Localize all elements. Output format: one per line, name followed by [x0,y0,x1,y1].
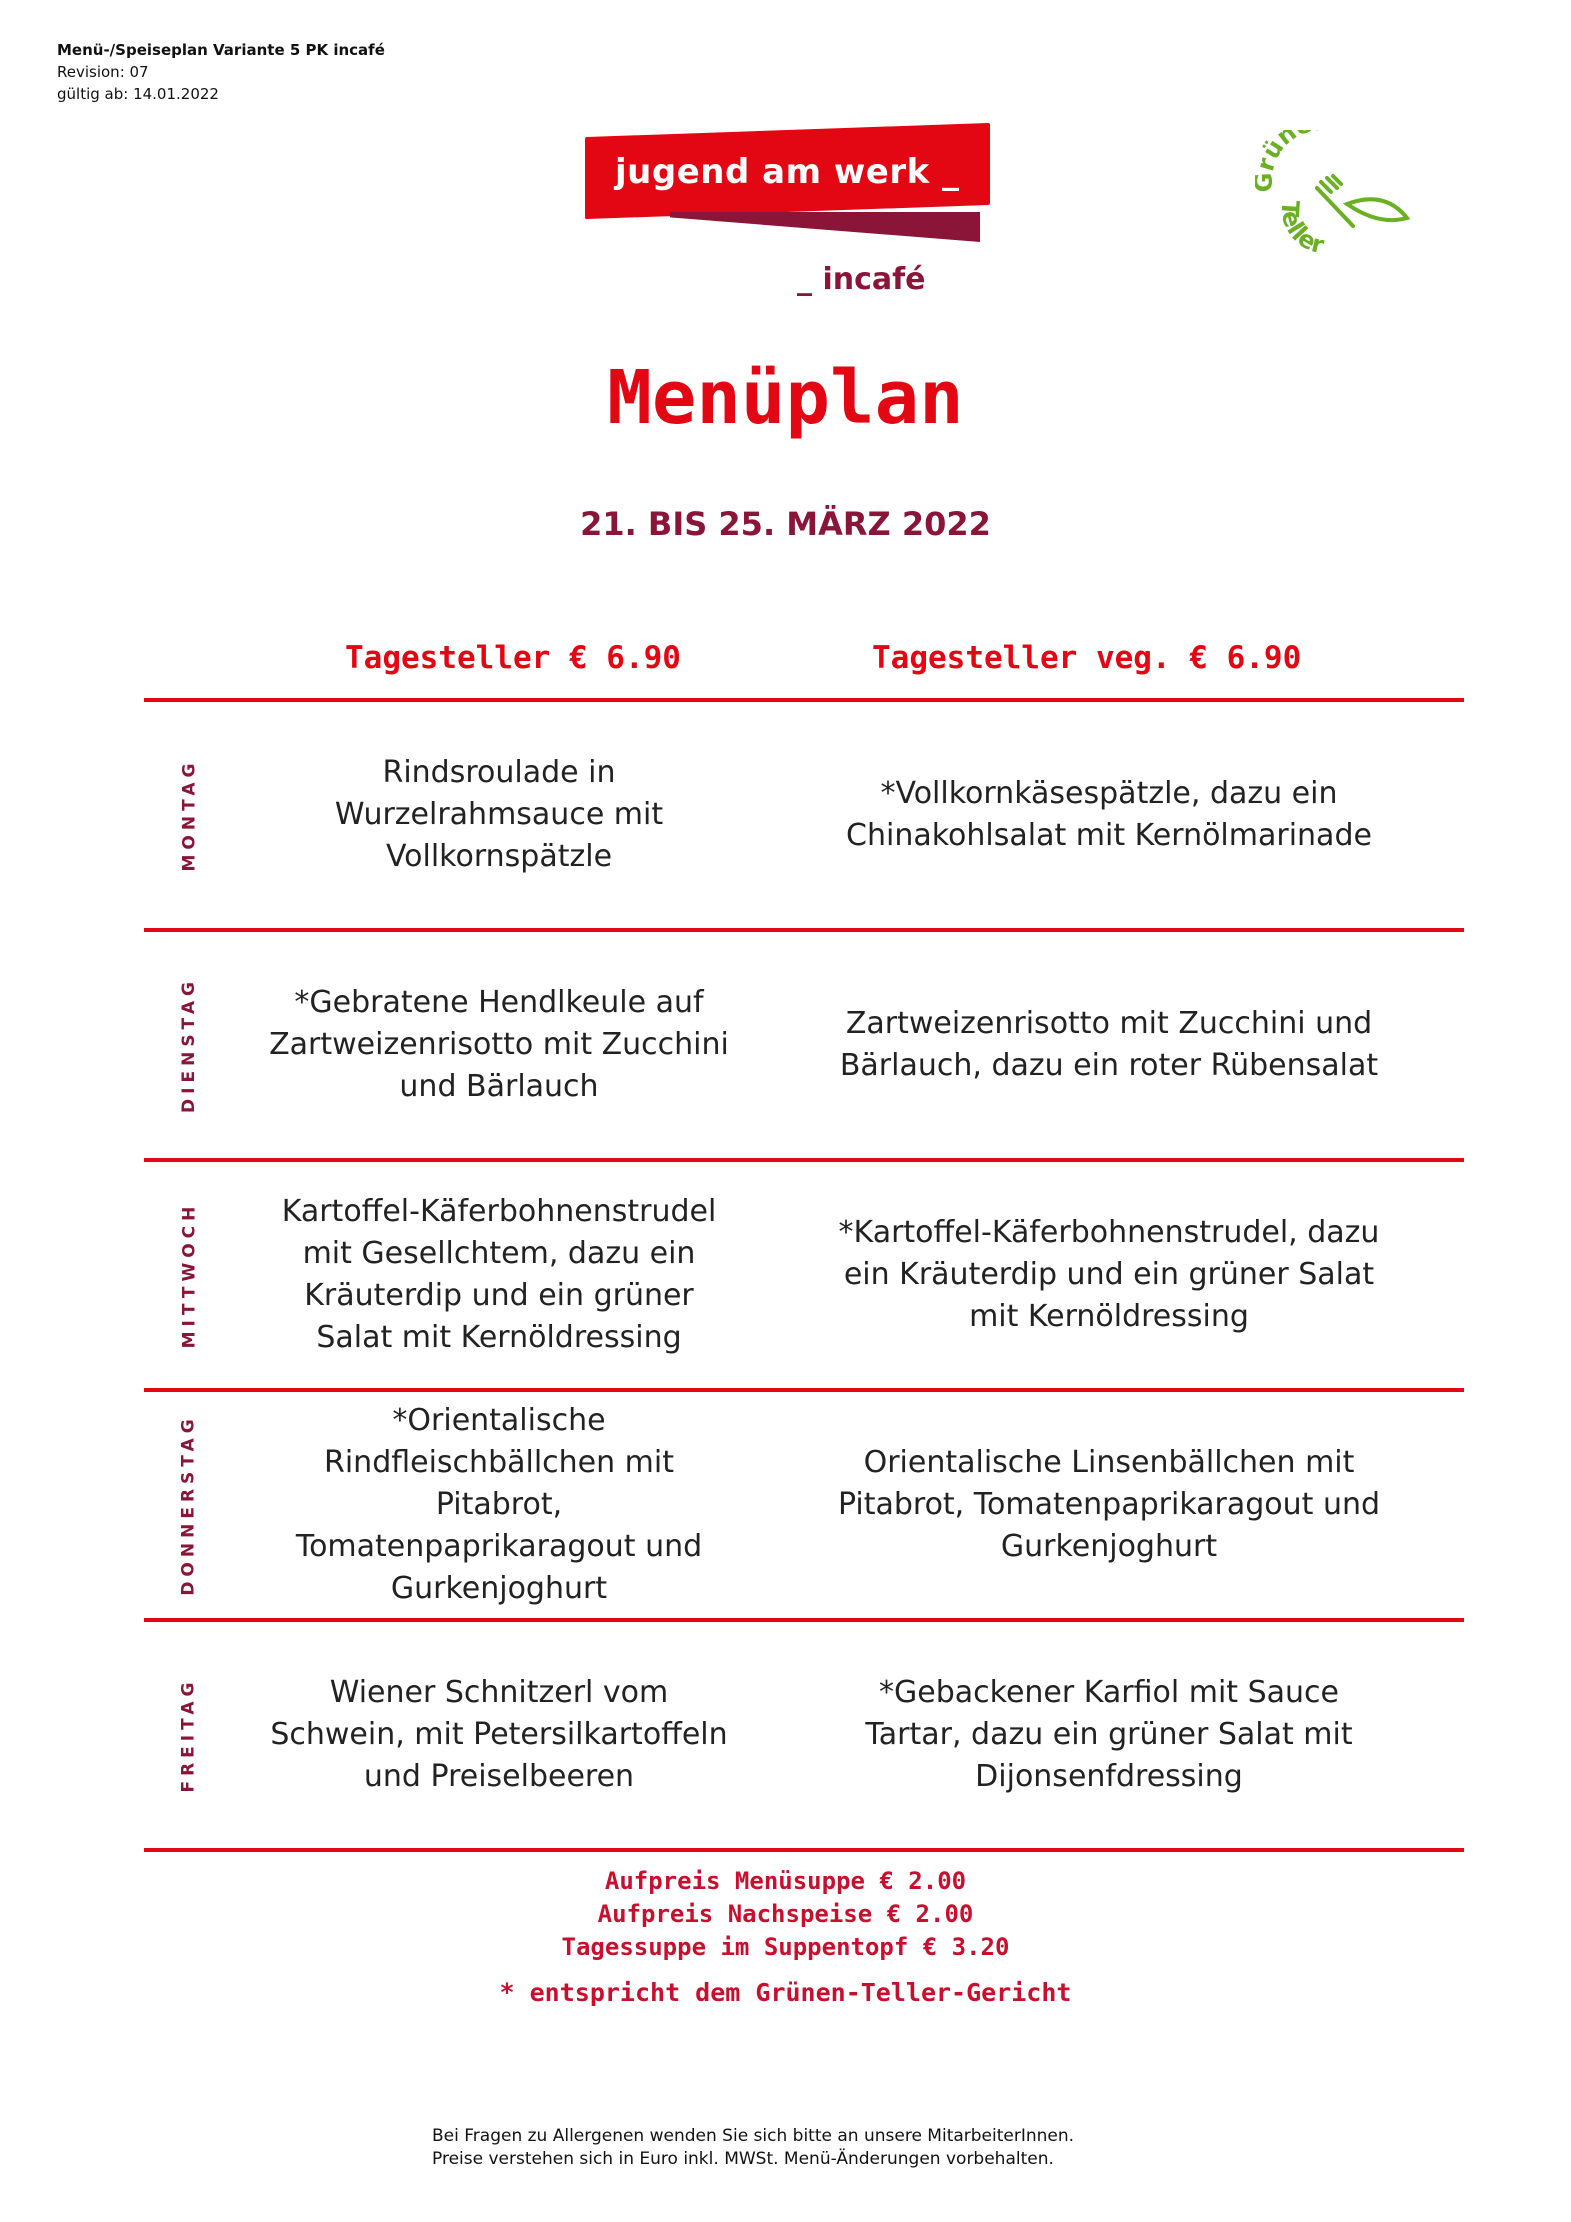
document-header [57,39,385,105]
document-title: Menü-/Speiseplan Variante 5 PK incafé [57,41,385,59]
jugend-am-werk-logo [585,130,995,310]
price-extras [0,1865,1571,1964]
valid-from-label: gültig ab: 14.01.2022 [57,85,219,103]
dish-tagesteller: *Orientalische Rindfleischbällchen mit Pitabrot, Tomatenpaprikaragout und Gurkenjoghurt [295,1403,703,1606]
footer-note [432,2125,1074,2171]
menu-row-mittwoch [144,1162,1464,1388]
day-label: MITTWOCH [179,1201,200,1349]
dish-tagesteller: Wiener Schnitzerl vom Schwein, mit Petersilkartoffeln und Preiselbeeren [270,1675,728,1794]
gruener-teller-icon [1255,130,1415,270]
footer-price-line: Preise verstehen sich in Euro inkl. MWSt. Menü-Änderungen vorbehalten. [432,2149,1054,2169]
column-header-tagesteller: Tagesteller € 6.90 [345,640,681,676]
day-label: MONTAG [179,758,200,872]
dish-tagesteller-veg: Zartweizenrisotto mit Zucchini und Bärlauch, dazu ein roter Rübensalat [839,1006,1379,1083]
day-label: DIENSTAG [179,977,200,1113]
menu-row-donnerstag [144,1392,1464,1618]
menu-row-freitag [144,1622,1464,1848]
dish-tagesteller-veg: *Kartoffel-Käferbohnenstrudel, dazu ein Kräuterdip und ein grüner Salat mit Kernöldressing [838,1215,1380,1334]
divider [144,1848,1464,1852]
dish-tagesteller-veg: *Vollkornkäsespätzle, dazu ein Chinakohlsalat mit Kernölmarinade [846,776,1372,853]
badge-text-bottom: Teller [1275,199,1327,260]
logo-main-text: jugend am werk _ [615,152,960,192]
green-teller-note: * entspricht dem Grünen-Teller-Gericht [499,1978,1072,2007]
date-range: 21. BIS 25. MÄRZ 2022 [580,505,991,543]
day-label: FREITAG [179,1677,199,1793]
revision-label: Revision: 07 [57,63,149,81]
menu-row-dienstag [144,932,1464,1158]
column-header-tagesteller-veg: Tagesteller veg. € 6.90 [872,640,1302,676]
dish-tagesteller: *Gebratene Hendlkeule auf Zartweizenrisotto mit Zucchini und Bärlauch [269,985,729,1104]
dish-tagesteller-veg: Orientalische Linsenbällchen mit Pitabrot, Tomatenpaprikaragout und Gurkenjoghurt [837,1445,1381,1564]
gruener-teller-badge [1255,130,1415,270]
dish-tagesteller: Kartoffel-Käferbohnenstrudel mit Gesellchtem, dazu ein Kräuterdip und ein grüner Salat mit Kernöldressing [281,1194,717,1355]
menu-row-montag [144,702,1464,928]
extra-nachspeise: Aufpreis Nachspeise € 2.00 [597,1900,974,1928]
svg-text:Grüner [1255,130,1326,193]
extra-menuesuppe: Aufpreis Menüsuppe € 2.00 [604,1867,967,1895]
day-label: DONNERSTAG [179,1414,200,1596]
logo-sub-text: _ incafé [797,262,926,297]
logo-dark-bar [670,212,980,242]
page-title: Menüplan [607,355,964,441]
dish-tagesteller: Rindsroulade in Wurzelrahmsauce mit Vollkornspätzle [334,755,664,874]
extra-tagessuppe: Tagessuppe im Suppentopf € 3.20 [561,1933,1010,1961]
footer-allergen-line: Bei Fragen zu Allergenen wenden Sie sich bitte an unsere MitarbeiterInnen. [432,2126,1075,2146]
dish-tagesteller-veg: *Gebackener Karfiol mit Sauce Tartar, dazu ein grüner Salat mit Dijonsenfdressing [865,1675,1353,1794]
badge-text-top: ün [1256,130,1302,164]
svg-text:Teller [1275,199,1326,259]
